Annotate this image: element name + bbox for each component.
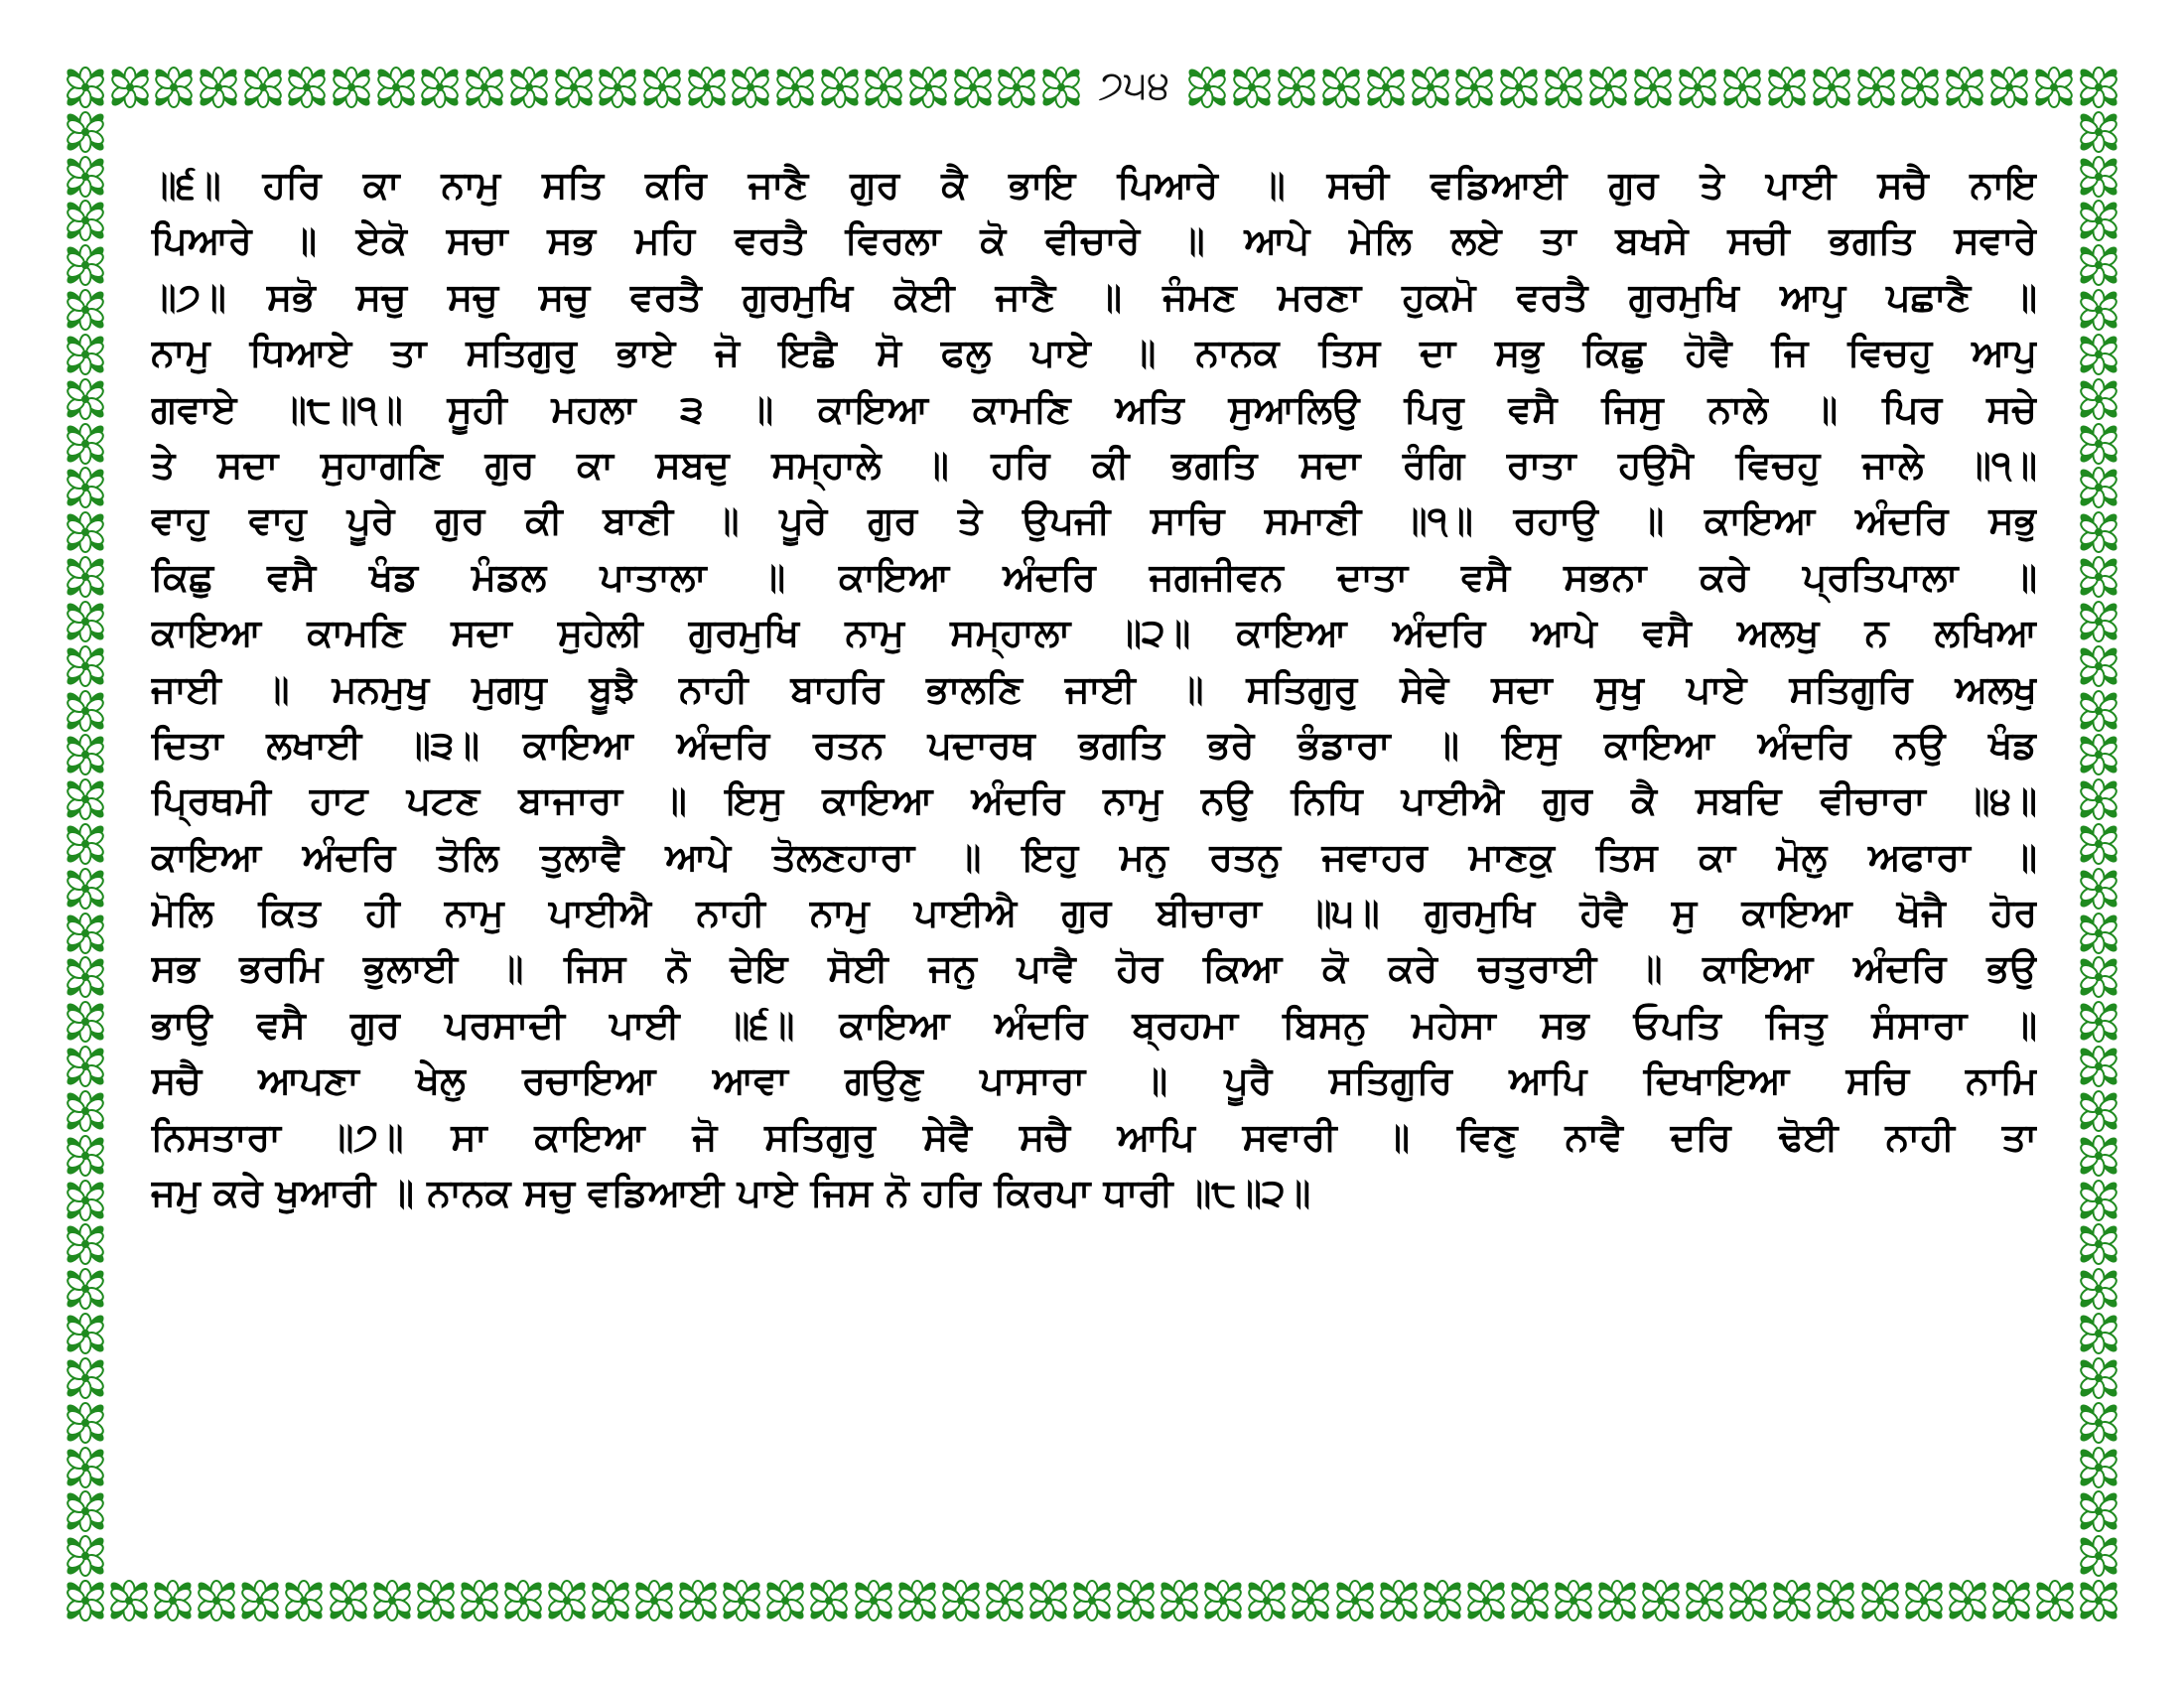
text-line: ਪਿਆਰੇ ॥ ਏਕੋ ਸਚਾ ਸਭ ਮਹਿ ਵਰਤੈ ਵਿਰਲਾ ਕੋ ਵੀਚਾਰੇ ॥ ਆਪੇ ਮੇਲਿ ਲਏ ਤਾ ਬਖਸੇ ਸਚੀ ਭਗਤਿ ਸਵਾਰੇ bbox=[151, 218, 2037, 263]
text-line: ਮੋਲਿ ਕਿਤ ਹੀ ਨਾਮੁ ਪਾਈਐ ਨਾਹੀ ਨਾਮੁ ਪਾਈਐ ਗੁਰ ਬੀਚਾਰਾ ॥੫॥ ਗੁਰਮੁਖਿ ਹੋਵੈ ਸੁ ਕਾਇਆ ਖੋਜੈ ਹੋਰ bbox=[151, 891, 2037, 935]
text-line: ਜਾਈ ॥ ਮਨਮੁਖੁ ਮੁਗਧੁ ਬੂਝੈ ਨਾਹੀ ਬਾਹਰਿ ਭਾਲਣਿ ਜਾਈ ॥ ਸਤਿਗੁਰੁ ਸੇਵੇ ਸਦਾ ਸੁਖੁ ਪਾਏ ਸਤਿਗੁਰਿ ਅਲਖੁ bbox=[151, 666, 2037, 711]
text-line: ਜਮੁ ਕਰੇ ਖੁਆਰੀ ॥ ਨਾਨਕ ਸਚੁ ਵਡਿਆਈ ਪਾਏ ਜਿਸ ਨੋ ਹਰਿ ਕਿਰਪਾ ਧਾਰੀ ॥੮॥੨॥ bbox=[151, 1171, 1311, 1215]
text-line: ਵਾਹੁ ਵਾਹੁ ਪੂਰੇ ਗੁਰ ਕੀ ਬਾਣੀ ॥ ਪੂਰੇ ਗੁਰ ਤੇ ਉਪਜੀ ਸਾਚਿ ਸਮਾਣੀ ॥੧॥ ਰਹਾਉ ॥ ਕਾਇਆ ਅੰਦਰਿ ਸਭੁ bbox=[151, 498, 2037, 543]
text-line: ਕਿਛੁ ਵਸੈ ਖੰਡ ਮੰਡਲ ਪਾਤਾਲਾ ॥ ਕਾਇਆ ਅੰਦਰਿ ਜਗਜੀਵਨ ਦਾਤਾ ਵਸੈ ਸਭਨਾ ਕਰੇ ਪ੍ਰਤਿਪਾਲਾ ॥ bbox=[151, 554, 2037, 599]
text-line: ਨਾਮੁ ਧਿਆਏ ਤਾ ਸਤਿਗੁਰੁ ਭਾਏ ਜੋ ਇਛੈ ਸੋ ਫਲੁ ਪਾਏ ॥ ਨਾਨਕ ਤਿਸ ਦਾ ਸਭੁ ਕਿਛੁ ਹੋਵੈ ਜਿ ਵਿਚਹੁ ਆਪੁ bbox=[151, 331, 2037, 375]
text-line: ਸਚੈ ਆਪਣਾ ਖੇਲੁ ਰਚਾਇਆ ਆਵਾ ਗਉਣੁ ਪਾਸਾਰਾ ॥ ਪੂਰੈ ਸਤਿਗੁਰਿ ਆਪਿ ਦਿਖਾਇਆ ਸਚਿ ਨਾਮਿ bbox=[151, 1058, 2037, 1103]
floral-border-bottom bbox=[60, 1575, 2124, 1626]
text-line: ਭਾਉ ਵਸੈ ਗੁਰ ਪਰਸਾਦੀ ਪਾਈ ॥੬॥ ਕਾਇਆ ਅੰਦਰਿ ਬ੍ਰਹਮਾ ਬਿਸਨੁ ਮਹੇਸਾ ਸਭ ਓਪਤਿ ਜਿਤੁ ਸੰਸਾਰਾ ॥ bbox=[151, 1002, 2037, 1047]
text-line: ॥੭॥ ਸਭੋ ਸਚੁ ਸਚੁ ਸਚੁ ਵਰਤੈ ਗੁਰਮੁਖਿ ਕੋਈ ਜਾਣੈ ॥ ਜੰਮਣ ਮਰਣਾ ਹੁਕਮੋ ਵਰਤੈ ਗੁਰਮੁਖਿ ਆਪੁ ਪਛਾਣੈ ॥ bbox=[151, 274, 2037, 319]
gurbani-text-block bbox=[151, 157, 2037, 1537]
text-line: ਕਾਇਆ ਕਾਮਣਿ ਸਦਾ ਸੁਹੇਲੀ ਗੁਰਮੁਖਿ ਨਾਮੁ ਸਮ੍ਹਾਲਾ ॥੨॥ ਕਾਇਆ ਅੰਦਰਿ ਆਪੇ ਵਸੈ ਅਲਖੁ ਨ ਲਖਿਆ bbox=[151, 611, 2037, 655]
text-line: ਦਿਤਾ ਲਖਾਈ ॥੩॥ ਕਾਇਆ ਅੰਦਰਿ ਰਤਨ ਪਦਾਰਥ ਭਗਤਿ ਭਰੇ ਭੰਡਾਰਾ ॥ ਇਸੁ ਕਾਇਆ ਅੰਦਰਿ ਨਉ ਖੰਡ bbox=[151, 722, 2037, 767]
text-line: ॥੬॥ ਹਰਿ ਕਾ ਨਾਮੁ ਸਤਿ ਕਰਿ ਜਾਣੈ ਗੁਰ ਕੈ ਭਾਇ ਪਿਆਰੇ ॥ ਸਚੀ ਵਡਿਆਈ ਗੁਰ ਤੇ ਪਾਈ ਸਚੈ ਨਾਇ bbox=[151, 163, 2037, 207]
floral-border-top bbox=[60, 62, 1087, 113]
text-line: ਕਾਇਆ ਅੰਦਰਿ ਤੋਲਿ ਤੁਲਾਵੈ ਆਪੇ ਤੋਲਣਹਾਰਾ ॥ ਇਹੁ ਮਨੁ ਰਤਨੁ ਜਵਾਹਰ ਮਾਣਕੁ ਤਿਸ ਕਾ ਮੋਲੁ ਅਫਾਰਾ ॥ bbox=[151, 834, 2037, 879]
floral-border-right bbox=[2073, 62, 2124, 1626]
text-line: ਸਭ ਭਰਮਿ ਭੁਲਾਈ ॥ ਜਿਸ ਨੋ ਦੇਇ ਸੋਈ ਜਨੁ ਪਾਵੈ ਹੋਰ ਕਿਆ ਕੋ ਕਰੇ ਚਤੁਰਾਈ ॥ ਕਾਇਆ ਅੰਦਰਿ ਭਉ bbox=[151, 946, 2037, 991]
text-line: ਗਵਾਏ ॥੮॥੧॥ ਸੂਹੀ ਮਹਲਾ ੩ ॥ ਕਾਇਆ ਕਾਮਣਿ ਅਤਿ ਸੁਆਲਿਉ ਪਿਰੁ ਵਸੈ ਜਿਸੁ ਨਾਲੇ ॥ ਪਿਰ ਸਚੇ bbox=[151, 386, 2037, 431]
flower-icon bbox=[60, 1575, 111, 1626]
text-line: ਤੇ ਸਦਾ ਸੁਹਾਗਣਿ ਗੁਰ ਕਾ ਸਬਦੁ ਸਮ੍ਹਾਲੇ ॥ ਹਰਿ ਕੀ ਭਗਤਿ ਸਦਾ ਰੰਗਿ ਰਾਤਾ ਹਉਮੈ ਵਿਚਹੁ ਜਾਲੇ ॥੧॥ bbox=[151, 442, 2037, 487]
flower-icon bbox=[2073, 1575, 2124, 1626]
floral-border-top-right bbox=[1181, 62, 2124, 113]
flower-icon bbox=[1035, 62, 1087, 113]
floral-border-left bbox=[60, 62, 111, 1626]
text-line: ਨਿਸਤਾਰਾ ॥੭॥ ਸਾ ਕਾਇਆ ਜੋ ਸਤਿਗੁਰੁ ਸੇਵੈ ਸਚੈ ਆਪਿ ਸਵਾਰੀ ॥ ਵਿਣੁ ਨਾਵੈ ਦਰਿ ਢੋਈ ਨਾਹੀ ਤਾ bbox=[151, 1114, 2037, 1159]
text-line: ਪ੍ਰਿਥਮੀ ਹਾਟ ਪਟਣ ਬਾਜਾਰਾ ॥ ਇਸੁ ਕਾਇਆ ਅੰਦਰਿ ਨਾਮੁ ਨਉ ਨਿਧਿ ਪਾਈਐ ਗੁਰ ਕੈ ਸਬਦਿ ਵੀਚਾਰਾ ॥੪॥ bbox=[151, 778, 2037, 823]
page-number: ੭੫੪ bbox=[1098, 63, 1170, 108]
